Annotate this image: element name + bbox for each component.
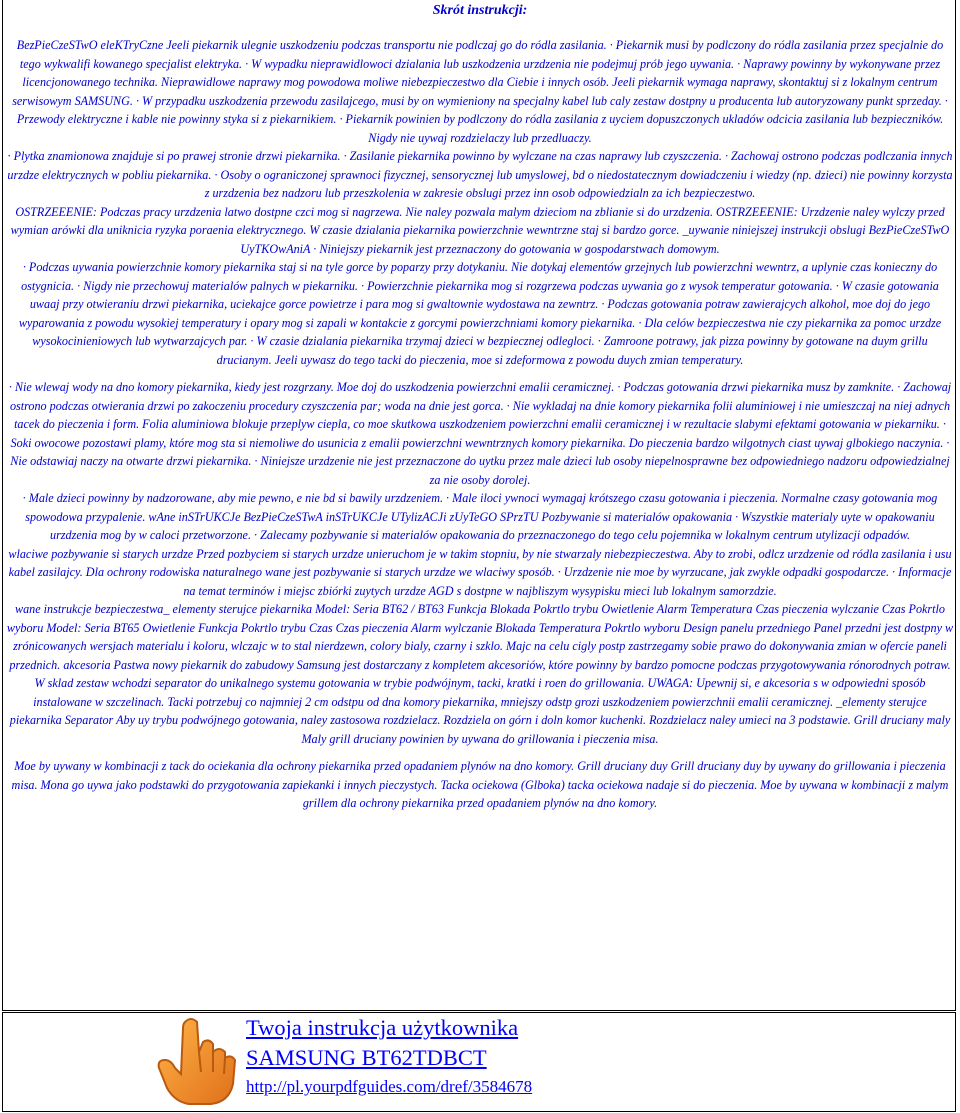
paragraph: · Podczas uywania powierzchnie komory piekarnika staj si na tyle gorce by poparzy przy dotykaniu. Nie dotykaj elementów grzejnych lub powierzchni wewntrz, a uplynie czas konieczny do ostygnicia. · Nigdy nie przechowuj materialów palnych w piekarniku. · Powierzchnie piekarnika mog si rozgrzewa podczas uywania go z wysok temperatur gotowania. · W czasie gotowania uwaaj przy otwieraniu drzwi piekarnika, uciekajce gorce powietrze i para mog si gwaltownie wydostawa na zewntrz. · Podczas gotowania potraw zawierajcych alkohol, moe doj do jego wyparowania z powodu wysokiej temperatury i opary mog si zapali w kontakcie z gorcymi powierzchniami komory piekarnika. · Dla celów bezpieczestwa nie czy piekarnika za pomoc urzdze wysokocinieniowych lub wytwarzajcych par. · W czasie dzialania piekarnika trzymaj dzieci w bezpiecznej odlegloci. · Zamroone potrawy, jak pizza powinny by gotowane na duym grillu drucianym. Jeeli uywasz do tego tacki do pieczenia, moe si zdeformowa z powodu duych zmian temperatury. <box>18 260 942 367</box>
doc-body <box>6 36 954 813</box>
paragraph: · Plytka znamionowa znajduje si po prawej stronie drzwi piekarnika. · Zasilanie piekarnika powinno by wylczane na czas naprawy lub czyszczenia. · Zachowaj ostrono podczas podlczania innych urzdze elektrycznych w pobliu piekarnika. · Osoby o ograniczonej sprawnoci fizycznej, sensorycznej lub umyslowej, bd o niedostatecznym dowiadczeniu i wiedzy (np. dzieci) nie powinny korzysta z urzdzenia bez nadzoru lub przeszkolenia w zakresie obslugi przez inn osob odpowiedzialn za ich bezpieczestwo. <box>7 149 953 200</box>
footer-url-link[interactable]: http://pl.yourpdfguides.com/dref/3584678 <box>246 1077 533 1096</box>
footer-product-link[interactable]: SAMSUNG BT62TDBCT <box>246 1045 487 1070</box>
paragraph: · Male dzieci powinny by nadzorowane, aby mie pewno, e nie bd si bawily urzdzeniem. · Male iloci ywnoci wymagaj krótszego czasu gotowania i pieczenia. Normalne czasy gotowania mog spowodowa przypalenie. wAne inSTrUKCJe BezPieCzeSTwA inSTrUKCJe UTylizACJi zUyTeGO SPrzTU Pozbywanie si materialów opakowania · Wszystkie materialy uyte w opakowaniu urzdzenia mog by w caloci przetworzone. · Zalecamy pozbywanie si materialów opakowania do przeznaczonego do tego celu pojemnika w lokalnym centrum utylizacji odpadów. <box>22 491 938 542</box>
paragraph: OSTRZEEENIE: Podczas pracy urzdzenia latwo dostpne czci mog si nagrzewa. Nie naley pozwala malym dzieciom na zblianie si do urzdzenia. OSTRZEEENIE: Urzdzenie naley wylczy przed wymian arówki dla uniknicia ryzyka poraenia elektrycznego. W czasie dzialania piekarnika powierzchnie wewntrzne staj si bardzo gorce. _uywanie niniejszej instrukcji obslugi BezPieCzeSTwO UyTKOwAniA · Niniejszy piekarnik jest przeznaczony do gotowania w gospodarstwach domowym. <box>10 204 950 256</box>
paragraph: · Nie wlewaj wody na dno komory piekarnika, kiedy jest rozgrzany. Moe doj do uszkodzenia powierzchni emalii ceramicznej. · Podczas gotowania drzwi piekarnika musz by zamknite. · Zachowaj ostrono podczas otwierania drzwi po zakoczeniu procedury czyszczenia par; woda na dnie jest gorca. · Nie wykladaj na dnie komory piekarnika folii aluminiowej i nie umieszczaj na niej adnych tacek do pieczenia i form. Folia aluminiowa blokuje przeplyw ciepla, co moe skutkowa uszkodzeniem powierzchni emalii ceramicznej i w rezultacie slabymi efektami gotowania w piekarniku. · Soki owocowe pozostawi plamy, które mog sta si niemoliwe do usunicia z emalii powierzchni wewntrznych komory piekarnika. Do pieczenia bardzo wilgotnych ciast uywaj glbokiego naczynia. · Nie odstawiaj naczy na otwarte drzwi piekarnika. · Niniejsze urzdzenie nie jest przeznaczone do uytku przez male dzieci lub osoby niepelnosprawne bez odpowiedniego nadzoru odpowiedzialnej za nie osoby dorolej. <box>8 380 952 487</box>
doc-title: Skrót instrukcji: <box>432 3 528 18</box>
paragraph: wlaciwe pozbywanie si starych urzdze Przed pozbyciem si starych urzdze unieruchom je w takim stopniu, by nie stwarzaly niebezpieczestwa. Aby to zrobi, odlcz urzdzenie od ródla zasilania i usu kabel zasilajcy. Dla ochrony rodowiska naturalnego wane jest pozbywanie si starych urzdze we wlaciwy sposób. · Urzdzenie nie moe by wyrzucane, jak zwykle odpadki gospodarcze. · Informacje na temat terminów i miejsc zbiórki zuytych urzdze AGD s dostpne w najbliszym wysypisku mieci lub lokalnym samorzdzie. <box>8 546 952 598</box>
hand-pointer-icon <box>155 1012 241 1110</box>
paragraph: wane instrukcje bezpieczestwa_ elementy sterujce piekarnika Model: Seria BT62 / BT63 Funkcja Blokada Pokrtlo trybu Owietlenie Alarm Temperatura Czas pieczenia wylczanie Czas Pokrtlo wyboru Model: Seria BT65 Owietlenie Funkcja Pokrtlo trybu Czas Czas pieczenia Alarm wylczanie Blokada Temperatura Pokrtlo wyboru Design panelu przedniego Panel przedni jest dostpny w zrónicowanych wersjach materialu i koloru, wlczajc w to stal nierdzewn, colory bialy, czarny i szklo. Majc na celu cigly postp zastrzegamy sobie prawo do dokonywania zmian w ofercie paneli przednich. akcesoria Pastwa nowy piekarnik do zabudowy Samsung jest dostarczany z kompletem akcesoriów, które powinny by bardzo pomocne podczas przygotowywania rónorodnych potraw. W sklad zestaw wchodzi separator do unikalnego systemu gotowania w trybie podwójnym, tacki, kratki i roen do grillowania. UWAGA: Upewnij si, e akcesoria s w odpowiedni sposób instalowane w szczelinach. Tacki potrzebuj co najmniej 2 cm odstpu od dna komory piekarnika, mniejszy odstp grozi uszkodzeniem powierzchnii emalii ceramicznej. _elementy sterujce piekarnika Separator Aby uy trybu podwójnego gotowania, naley zastosowa rozdzielacz. Rozdziela on górn i doln komor kuchenki. Rozdzielacz naley umieci na 3 podstawie. Grill druciany maly Maly grill druciany powinien by uywana do grillowania i pieczenia misa. <box>6 602 954 746</box>
footer-title-link[interactable]: Twoja instrukcja użytkownika <box>246 1015 519 1040</box>
paragraph: BezPieCzeSTwO eleKTryCzne Jeeli piekarnik ulegnie uszkodzeniu podczas transportu nie podlczaj go do ródla zasilania. · Piekarnik musi by podlczony do ródla zasilania przez specjalnie do tego wykwalifi kowanego specjalist elektryka. · W wypadku nieprawidlowoci dzialania lub uszkodzenia urzdzenia nie podejmuj prób jego uywania. · Naprawy powinny by wykonywane przez licencjonowanego technika. Nieprawidlowe naprawy mog powodowa moliwe niebezpieczestwo dla Ciebie i innych osób. Jeeli piekarnik wymaga naprawy, skontaktuj si z lokalnym centrum serwisowym SAMSUNG. · W przypadku uszkodzenia przewodu zasilajcego, musi by on wymieniony na specjalny kabel lub caly zestaw dostpny u producenta lub autoryzowany punkt sprzeday. · Przewody elektryczne i kable nie powinny styka si z piekarnikiem. · Piekarnik powinien by podlczony do ródla zasilania z uyciem dopuszczonych ukladów odcicia zasilania lub bezpieczników. Nigdy nie uywaj rozdzielaczy lub przedluaczy. <box>12 38 948 145</box>
paragraph: Moe by uywany w kombinacji z tack do ociekania dla ochrony piekarnika przed opadaniem plynów na dno komory. Grill druciany duy Grill druciany duy by uywany do grillowania i pieczenia misa. Mona go uywa jako podstawki do przygotowania zapiekanki i innych pieczystych. Tacka ociekowa (Glboka) tacka ociekowa nadaje si do pieczenia. Moe by uywana w kombinacji z malym grillem dla ochrony piekarnika przed opadaniem plynów na dno komory. <box>11 759 949 810</box>
